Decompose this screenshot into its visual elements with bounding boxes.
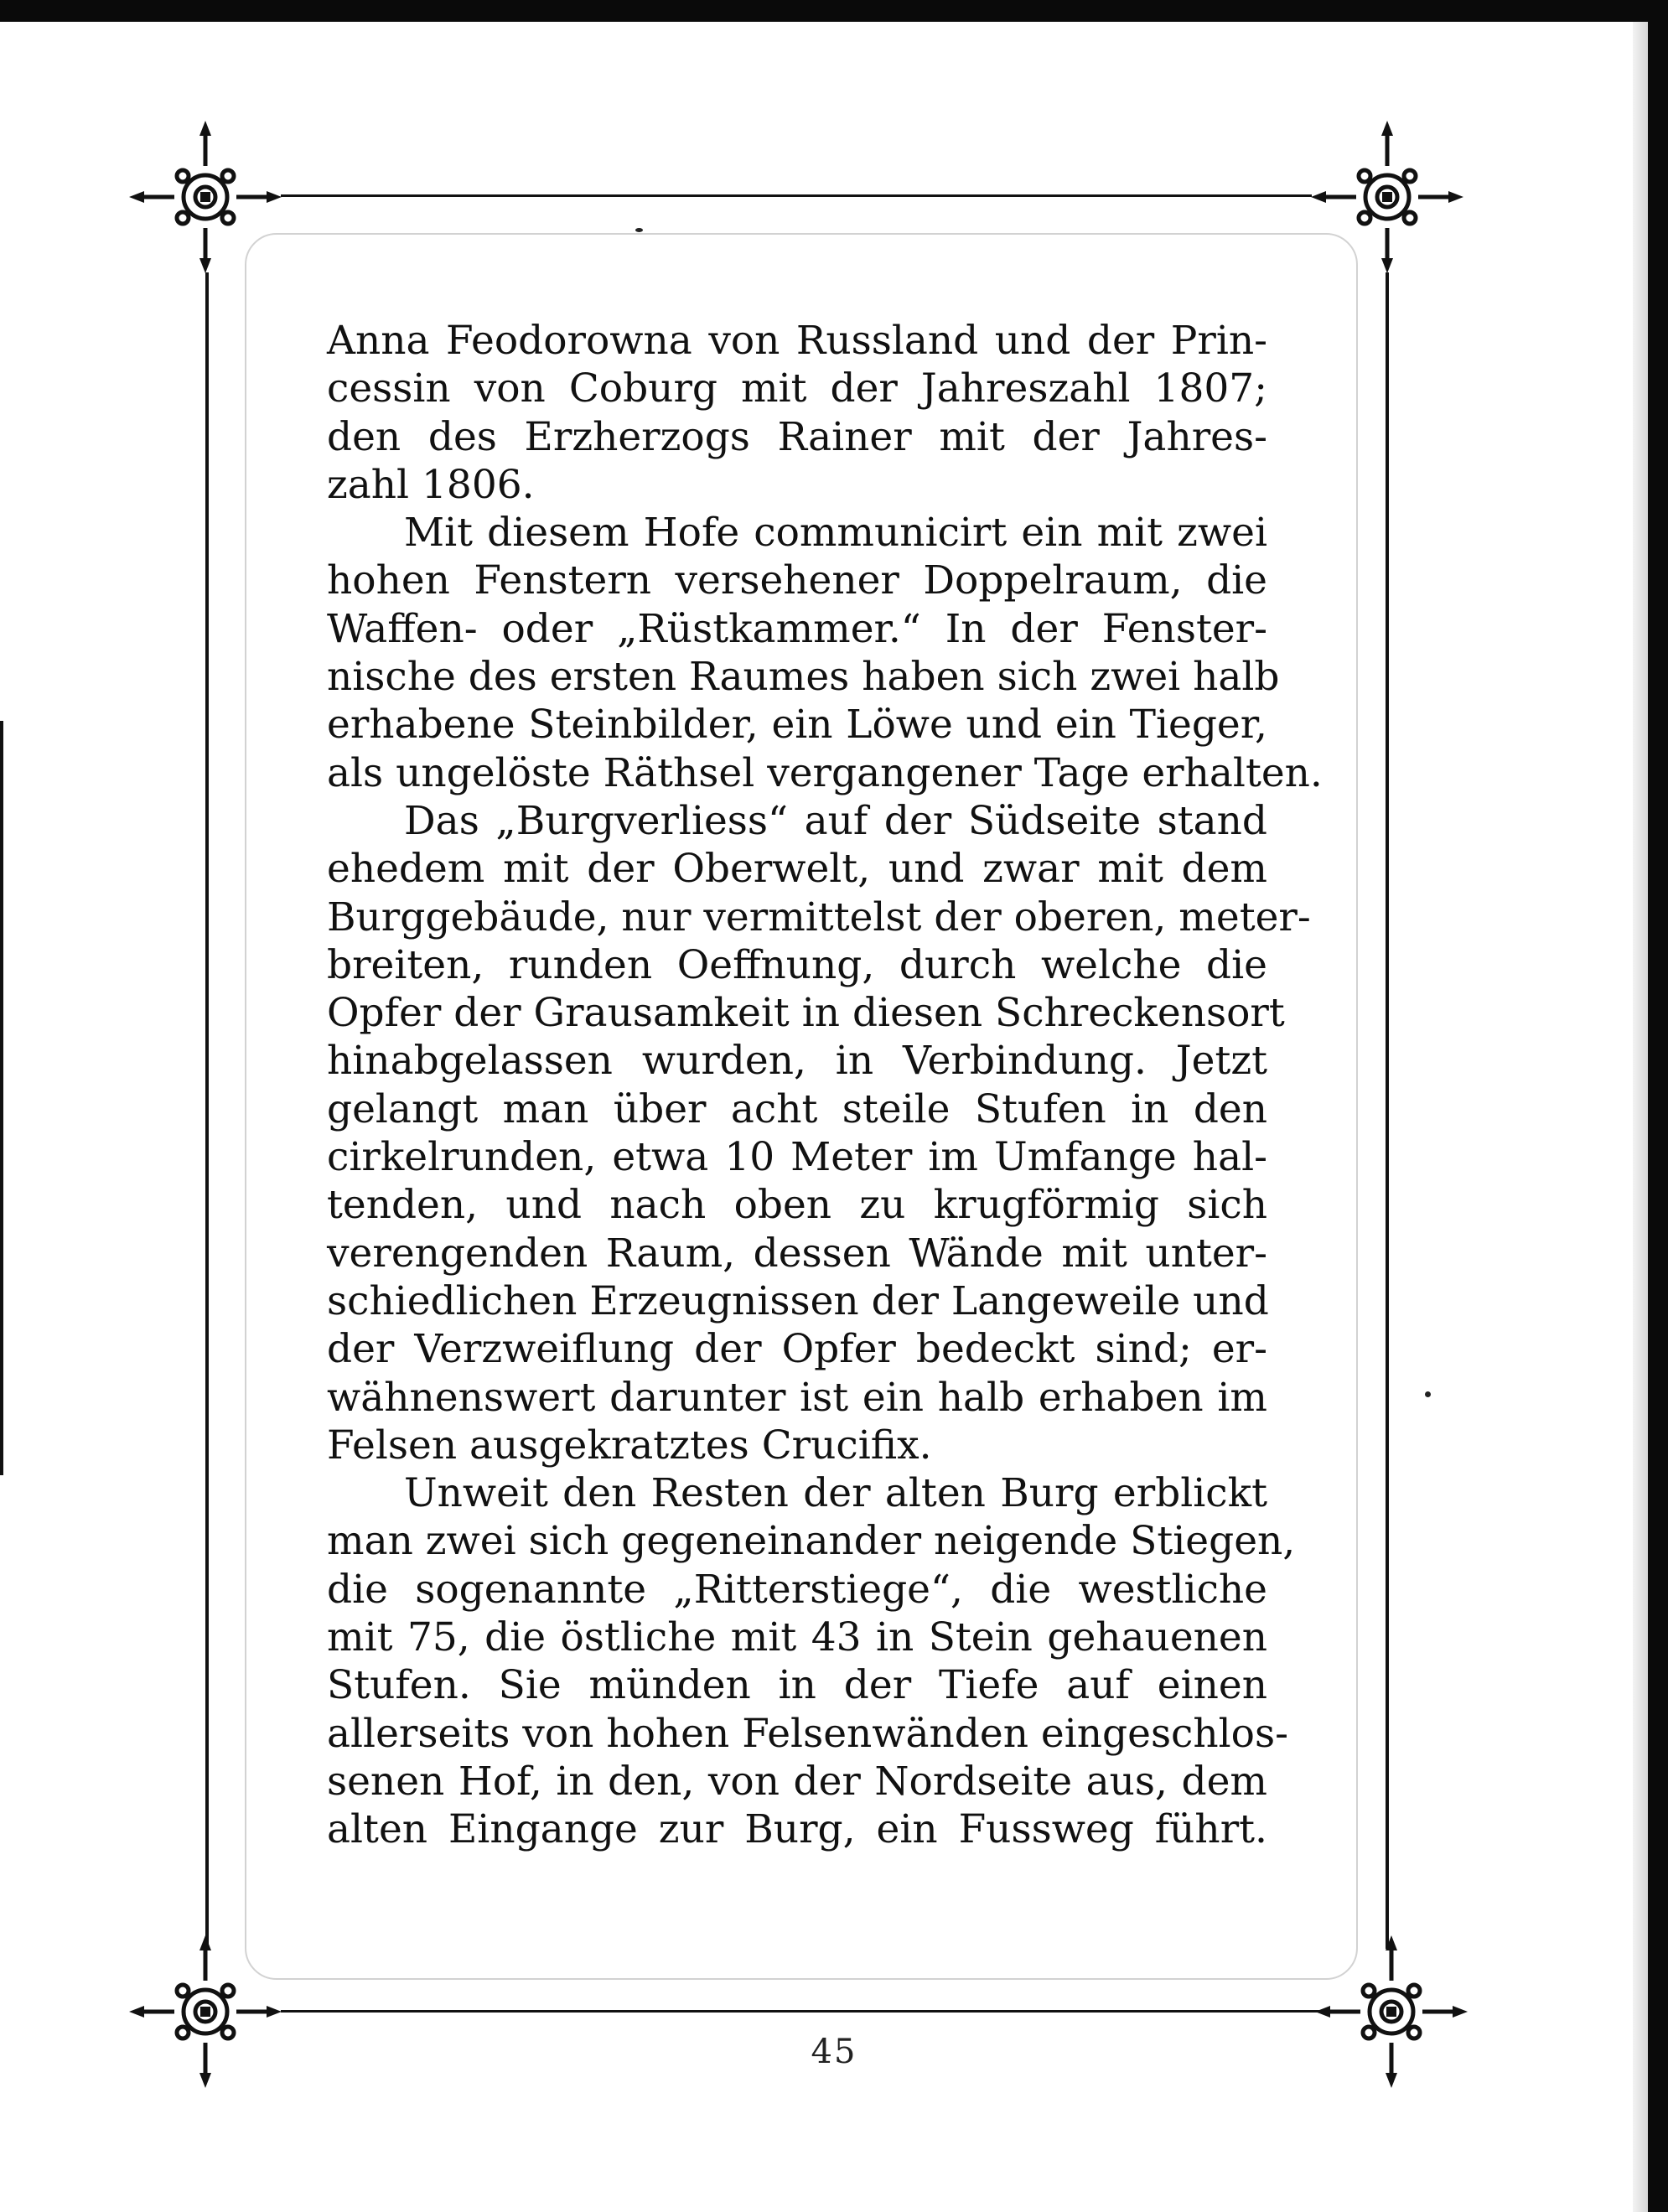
text-line: wähnenswert darunter ist ein halb erhaben im xyxy=(327,1374,1267,1421)
scan-right-shadow xyxy=(1633,22,1648,2212)
text-line: schiedlichen Erzeugnissen der Langeweile und xyxy=(327,1277,1269,1324)
text-line: hinabgelassen wurden, in Verbindung. Jetzt xyxy=(327,1038,1267,1085)
frame-top-line xyxy=(281,194,1312,197)
text-line: tenden, und nach oben zu krugförmig sich xyxy=(327,1182,1267,1229)
text-line: die sogenannte „Ritterstiege“, die westliche xyxy=(327,1566,1267,1613)
ornamental-corner-top-right-icon xyxy=(1308,117,1467,277)
text-line: senen Hof, in den, von der Nordseite aus, dem xyxy=(327,1758,1267,1805)
text-line: hohen Fenstern versehener Doppelraum, die xyxy=(327,557,1267,604)
text-line: cessin von Coburg mit der Jahreszahl 1807; xyxy=(327,365,1267,412)
text-line: allerseits von hohen Felsenwänden eingeschlos- xyxy=(327,1710,1288,1757)
text-line: der Verzweiflung der Opfer bedeckt sind; er- xyxy=(327,1326,1267,1373)
text-line: alten Eingange zur Burg, ein Fussweg führt. xyxy=(327,1806,1267,1853)
text-line: als ungelöste Räthsel vergangener Tage erhalten. xyxy=(327,749,1323,796)
text-line: Das „Burgverliess“ auf der Südseite stand xyxy=(404,797,1267,844)
text-line: gelangt man über acht steile Stufen in den xyxy=(327,1085,1267,1132)
text-line: mit 75, die östliche mit 43 in Stein gehauenen xyxy=(327,1614,1267,1661)
text-line: verengenden Raum, dessen Wände mit unter- xyxy=(327,1230,1267,1277)
text-line: erhabene Steinbilder, ein Löwe und ein Tieger, xyxy=(327,702,1267,749)
text-line: den des Erzherzogs Rainer mit der Jahres- xyxy=(327,413,1267,460)
text-line: ehedem mit der Oberwelt, und zwar mit dem xyxy=(327,846,1267,893)
page-number: 45 xyxy=(811,2033,857,2071)
scan-speck xyxy=(1425,1391,1431,1397)
text-line: Waffen- oder „Rüstkammer.“ In der Fenster- xyxy=(327,605,1267,652)
frame-bottom-line xyxy=(281,2010,1333,2013)
body-text xyxy=(327,317,1323,1854)
text-line: Anna Feodorowna von Russland und der Prin- xyxy=(327,318,1267,364)
text-line: Opfer der Grausamkeit in diesen Schreckensort xyxy=(327,990,1285,1037)
scan-right-edge xyxy=(1648,0,1668,2212)
text-line: man zwei sich gegeneinander neigende Stiegen, xyxy=(327,1518,1296,1565)
text-line: Felsen ausgekratztes Crucifix. xyxy=(327,1422,932,1469)
text-line: Unweit den Resten der alten Burg erblickt xyxy=(404,1470,1267,1517)
frame-right-line xyxy=(1386,272,1389,1949)
text-line: breiten, runden Oeffnung, durch welche die xyxy=(327,941,1267,988)
text-line: nische des ersten Raumes haben sich zwei halb xyxy=(327,654,1280,701)
text-line: Stufen. Sie münden in der Tiefe auf einen xyxy=(327,1662,1267,1709)
ornamental-corner-top-left-icon xyxy=(126,117,285,277)
text-line: zahl 1806. xyxy=(327,461,535,508)
frame-left-line xyxy=(205,272,209,1949)
scan-top-edge xyxy=(0,0,1668,22)
text-line: Mit diesem Hofe communicirt ein mit zwei xyxy=(404,510,1267,557)
scan-left-mark xyxy=(0,721,3,1475)
text-line: cirkelrunden, etwa 10 Meter im Umfange hal- xyxy=(327,1134,1267,1181)
text-line: Burggebäude, nur vermittelst der oberen, meter- xyxy=(327,894,1311,940)
scan-speck xyxy=(635,228,643,232)
